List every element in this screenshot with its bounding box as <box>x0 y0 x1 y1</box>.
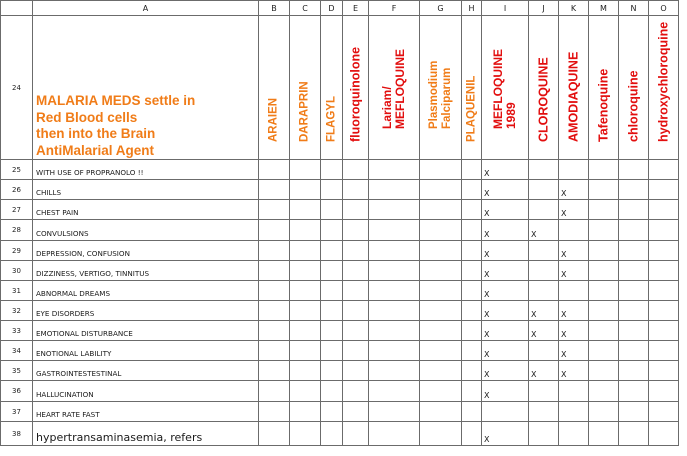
mark-cell[interactable] <box>343 180 369 200</box>
mark-cell[interactable]: X <box>482 422 529 446</box>
mark-cell[interactable] <box>619 321 649 341</box>
table-row <box>1 361 679 381</box>
row-header[interactable]: 25 <box>1 160 33 180</box>
drug-header-cell[interactable] <box>369 16 420 160</box>
mark-cell[interactable] <box>369 160 420 180</box>
mark-cell[interactable] <box>589 160 619 180</box>
column-header-j[interactable]: J <box>529 1 559 16</box>
drug-name-line: fluoroquinolone <box>348 46 362 142</box>
mark-cell[interactable]: X <box>559 301 589 321</box>
row-header[interactable]: 32 <box>1 301 33 321</box>
mark-cell[interactable] <box>259 381 290 402</box>
mark-cell[interactable] <box>649 261 679 281</box>
mark-cell[interactable] <box>343 261 369 281</box>
mark-cell[interactable] <box>420 341 462 361</box>
row-header[interactable]: 28 <box>1 220 33 241</box>
mark-cell[interactable] <box>649 220 679 241</box>
mark-cell[interactable]: X <box>559 180 589 200</box>
drug-header-cell[interactable] <box>462 16 482 160</box>
drug-header-cell[interactable] <box>619 16 649 160</box>
mark-cell[interactable] <box>420 220 462 241</box>
drug-name <box>349 47 362 142</box>
drug-header-cell[interactable] <box>589 16 619 160</box>
mark-cell[interactable] <box>559 220 589 241</box>
mark-cell[interactable] <box>343 381 369 402</box>
drug-header-cell[interactable] <box>559 16 589 160</box>
drug-name-line: Lariam/ <box>380 86 394 129</box>
mark-cell[interactable]: X <box>559 361 589 381</box>
table-row <box>1 200 679 220</box>
mark-cell[interactable] <box>529 402 559 422</box>
symptom-cell[interactable]: DEPRESSION, CONFUSION <box>33 241 259 261</box>
mark-cell[interactable] <box>529 381 559 402</box>
mark-cell[interactable] <box>321 321 343 341</box>
title-line: Red Blood cells <box>36 109 138 125</box>
table-row <box>1 261 679 281</box>
mark-cell[interactable] <box>529 281 559 301</box>
mark-cell[interactable] <box>321 361 343 381</box>
mark-cell[interactable] <box>462 281 482 301</box>
drug-name <box>465 76 478 142</box>
row-header[interactable]: 34 <box>1 341 33 361</box>
drug-name <box>325 96 338 142</box>
symptom-cell[interactable]: HALLUCINATION <box>33 381 259 402</box>
mark-cell[interactable] <box>462 200 482 220</box>
mark-cell[interactable]: X <box>559 321 589 341</box>
mark-cell[interactable] <box>589 301 619 321</box>
mark-cell[interactable] <box>290 381 321 402</box>
mark-cell[interactable] <box>559 402 589 422</box>
drug-name-line: chloroquine <box>626 70 640 142</box>
mark-cell[interactable] <box>462 301 482 321</box>
header-row <box>1 16 679 160</box>
mark-cell[interactable] <box>369 220 420 241</box>
symptom-cell[interactable]: DIZZINESS, VERTIGO, TINNITUS <box>33 261 259 281</box>
mark-cell[interactable] <box>589 381 619 402</box>
mark-cell[interactable]: X <box>482 341 529 361</box>
row-header[interactable]: 36 <box>1 381 33 402</box>
mark-cell[interactable] <box>259 241 290 261</box>
mark-cell[interactable] <box>649 341 679 361</box>
mark-cell[interactable] <box>290 422 321 446</box>
mark-cell[interactable]: X <box>482 301 529 321</box>
mark-cell[interactable] <box>619 220 649 241</box>
symptom-cell[interactable]: EYE DISORDERS <box>33 301 259 321</box>
symptom-cell[interactable]: WITH USE OF PROPRANOLO !! <box>33 160 259 180</box>
drug-name <box>597 69 610 142</box>
mark-cell[interactable] <box>649 160 679 180</box>
mark-cell[interactable] <box>649 361 679 381</box>
mark-cell[interactable] <box>290 220 321 241</box>
drug-name-line: hydroxychloroquine <box>656 21 670 142</box>
mark-cell[interactable]: X <box>482 381 529 402</box>
row-header[interactable]: 24 <box>1 16 33 160</box>
mark-cell[interactable] <box>321 301 343 321</box>
mark-cell[interactable] <box>321 200 343 220</box>
drug-name-line: 1989 <box>504 102 518 129</box>
row-header[interactable]: 33 <box>1 321 33 341</box>
mark-cell[interactable] <box>649 200 679 220</box>
mark-cell[interactable] <box>529 341 559 361</box>
mark-cell[interactable] <box>259 281 290 301</box>
mark-cell[interactable] <box>420 361 462 381</box>
title-line: then into the Brain <box>36 126 156 141</box>
mark-cell[interactable] <box>290 200 321 220</box>
mark-cell[interactable] <box>343 422 369 446</box>
mark-cell[interactable] <box>290 261 321 281</box>
column-header-row <box>1 1 679 16</box>
mark-cell[interactable] <box>589 200 619 220</box>
mark-cell[interactable] <box>369 381 420 402</box>
column-header-g[interactable]: G <box>420 1 462 16</box>
mark-cell[interactable]: X <box>482 180 529 200</box>
mark-cell[interactable] <box>420 180 462 200</box>
mark-cell[interactable] <box>529 160 559 180</box>
column-header-n[interactable]: N <box>619 1 649 16</box>
drug-name-line: MEFLOQUINE <box>491 49 505 129</box>
mark-cell[interactable] <box>462 402 482 422</box>
table-row <box>1 241 679 261</box>
mark-cell[interactable] <box>369 241 420 261</box>
drug-name <box>492 49 518 129</box>
column-header-i[interactable]: I <box>482 1 529 16</box>
mark-cell[interactable] <box>321 381 343 402</box>
mark-cell[interactable] <box>369 180 420 200</box>
mark-cell[interactable] <box>559 422 589 446</box>
mark-cell[interactable] <box>420 381 462 402</box>
mark-cell[interactable] <box>343 301 369 321</box>
mark-cell[interactable] <box>649 180 679 200</box>
mark-cell[interactable] <box>259 261 290 281</box>
symptom-cell[interactable]: ENOTIONAL LABILITY <box>33 341 259 361</box>
row-header[interactable]: 38 <box>1 422 33 446</box>
drug-name-line: CLOROQUINE <box>536 57 550 142</box>
symptom-cell[interactable]: HEART RATE FAST <box>33 402 259 422</box>
table-row <box>1 321 679 341</box>
mark-cell[interactable] <box>369 301 420 321</box>
mark-cell[interactable] <box>343 402 369 422</box>
mark-cell[interactable] <box>369 422 420 446</box>
drug-name <box>299 81 312 142</box>
drug-header-cell[interactable] <box>259 16 290 160</box>
mark-cell[interactable] <box>529 200 559 220</box>
row-header[interactable]: 31 <box>1 281 33 301</box>
mark-cell[interactable] <box>420 241 462 261</box>
table-row <box>1 281 679 301</box>
mark-cell[interactable] <box>529 261 559 281</box>
mark-cell[interactable] <box>290 180 321 200</box>
mark-cell[interactable] <box>482 402 529 422</box>
table-row <box>1 301 679 321</box>
title-line: AntiMalarial Agent <box>36 142 155 158</box>
drug-name-line: PLAQUENIL <box>465 75 477 142</box>
symptom-cell[interactable]: EMOTIONAL DISTURBANCE <box>33 321 259 341</box>
mark-cell[interactable] <box>529 422 559 446</box>
mark-cell[interactable] <box>290 402 321 422</box>
column-header-h[interactable]: H <box>462 1 482 16</box>
mark-cell[interactable] <box>462 381 482 402</box>
table-row <box>1 381 679 402</box>
mark-cell[interactable] <box>649 422 679 446</box>
mark-cell[interactable] <box>259 341 290 361</box>
mark-cell[interactable] <box>462 422 482 446</box>
mark-cell[interactable] <box>321 402 343 422</box>
mark-cell[interactable] <box>259 321 290 341</box>
mark-cell[interactable] <box>462 341 482 361</box>
mark-cell[interactable] <box>589 281 619 301</box>
mark-cell[interactable] <box>462 361 482 381</box>
mark-cell[interactable] <box>462 261 482 281</box>
mark-cell[interactable] <box>649 281 679 301</box>
mark-cell[interactable]: X <box>529 220 559 241</box>
drug-name <box>428 61 454 129</box>
column-header-k[interactable]: K <box>559 1 589 16</box>
mark-cell[interactable] <box>369 261 420 281</box>
mark-cell[interactable] <box>619 160 649 180</box>
mark-cell[interactable] <box>343 220 369 241</box>
mark-cell[interactable] <box>321 180 343 200</box>
symptom-cell[interactable]: ABNORMAL DREAMS <box>33 281 259 301</box>
mark-cell[interactable] <box>619 301 649 321</box>
drug-header-cell[interactable] <box>343 16 369 160</box>
drug-name-line: ARAIEN <box>267 97 280 142</box>
mark-cell[interactable] <box>589 402 619 422</box>
mark-cell[interactable]: X <box>482 200 529 220</box>
mark-cell[interactable] <box>259 422 290 446</box>
mark-cell[interactable] <box>343 321 369 341</box>
row-header[interactable]: 35 <box>1 361 33 381</box>
mark-cell[interactable] <box>462 321 482 341</box>
mark-cell[interactable] <box>589 261 619 281</box>
drug-name <box>657 22 670 142</box>
table-row <box>1 422 679 446</box>
column-header-a[interactable]: A <box>33 1 259 16</box>
mark-cell[interactable] <box>649 381 679 402</box>
table-row <box>1 402 679 422</box>
mark-cell[interactable] <box>259 200 290 220</box>
mark-cell[interactable] <box>290 321 321 341</box>
drug-name <box>567 52 580 142</box>
mark-cell[interactable] <box>259 160 290 180</box>
drug-name-line: Tafenoquine <box>596 68 610 142</box>
symptom-cell[interactable]: GASTROINTESTESTINAL <box>33 361 259 381</box>
mark-cell[interactable]: X <box>482 281 529 301</box>
mark-cell[interactable] <box>462 160 482 180</box>
title-cell[interactable] <box>33 16 259 160</box>
drug-name <box>537 57 550 142</box>
mark-cell[interactable] <box>589 180 619 200</box>
table-row <box>1 180 679 200</box>
mark-cell[interactable] <box>290 160 321 180</box>
column-header-o[interactable]: O <box>649 1 679 16</box>
mark-cell[interactable] <box>649 321 679 341</box>
mark-cell[interactable] <box>321 241 343 261</box>
mark-cell[interactable] <box>420 422 462 446</box>
mark-cell[interactable] <box>619 381 649 402</box>
mark-cell[interactable] <box>321 220 343 241</box>
mark-cell[interactable] <box>420 402 462 422</box>
table-row <box>1 160 679 180</box>
mark-cell[interactable] <box>589 241 619 261</box>
column-header-b[interactable]: B <box>259 1 290 16</box>
column-header-e[interactable]: E <box>343 1 369 16</box>
drug-header-cell[interactable] <box>529 16 559 160</box>
mark-cell[interactable] <box>589 361 619 381</box>
mark-cell[interactable] <box>619 402 649 422</box>
mark-cell[interactable] <box>420 261 462 281</box>
mark-cell[interactable] <box>619 341 649 361</box>
symptom-cell[interactable]: hypertransaminasemia, refers <box>33 422 259 446</box>
mark-cell[interactable]: X <box>559 241 589 261</box>
select-all-corner[interactable] <box>1 1 33 16</box>
drug-name-line: MEFLOQUINE <box>393 49 407 129</box>
symptom-cell[interactable]: CHILLS <box>33 180 259 200</box>
mark-cell[interactable] <box>369 361 420 381</box>
mark-cell[interactable] <box>321 261 343 281</box>
symptom-cell[interactable]: CONVULSIONS <box>33 220 259 241</box>
mark-cell[interactable] <box>649 402 679 422</box>
row-header[interactable]: 27 <box>1 200 33 220</box>
mark-cell[interactable] <box>619 241 649 261</box>
drug-name-line: FLAGYL <box>325 96 337 142</box>
mark-cell[interactable] <box>259 180 290 200</box>
row-header[interactable]: 26 <box>1 180 33 200</box>
drug-header-cell[interactable] <box>290 16 321 160</box>
mark-cell[interactable] <box>259 220 290 241</box>
mark-cell[interactable] <box>290 361 321 381</box>
mark-cell[interactable] <box>290 341 321 361</box>
mark-cell[interactable] <box>462 241 482 261</box>
mark-cell[interactable] <box>529 241 559 261</box>
mark-cell[interactable] <box>369 341 420 361</box>
mark-cell[interactable] <box>369 321 420 341</box>
mark-cell[interactable] <box>559 160 589 180</box>
mark-cell[interactable] <box>343 361 369 381</box>
column-header-m[interactable]: M <box>589 1 619 16</box>
mark-cell[interactable] <box>343 281 369 301</box>
title-line: MALARIA MEDS settle in <box>36 93 196 108</box>
mark-cell[interactable] <box>259 361 290 381</box>
mark-cell[interactable]: X <box>529 361 559 381</box>
mark-cell[interactable]: X <box>559 261 589 281</box>
mark-cell[interactable] <box>290 281 321 301</box>
mark-cell[interactable] <box>619 200 649 220</box>
mark-cell[interactable] <box>619 361 649 381</box>
mark-cell[interactable] <box>321 341 343 361</box>
mark-cell[interactable]: X <box>482 261 529 281</box>
mark-cell[interactable] <box>589 321 619 341</box>
mark-cell[interactable] <box>420 281 462 301</box>
mark-cell[interactable] <box>559 381 589 402</box>
drug-name-line: AMODIAQUINE <box>566 51 580 142</box>
drug-header-cell[interactable] <box>420 16 462 160</box>
column-header-f[interactable]: F <box>369 1 420 16</box>
mark-cell[interactable]: X <box>529 301 559 321</box>
mark-cell[interactable] <box>420 200 462 220</box>
mark-cell[interactable] <box>343 200 369 220</box>
mark-cell[interactable] <box>343 241 369 261</box>
drug-header-cell[interactable] <box>649 16 679 160</box>
mark-cell[interactable]: X <box>529 321 559 341</box>
column-header-d[interactable]: D <box>321 1 343 16</box>
mark-cell[interactable] <box>321 160 343 180</box>
mark-cell[interactable] <box>369 402 420 422</box>
mark-cell[interactable]: X <box>482 241 529 261</box>
mark-cell[interactable] <box>420 301 462 321</box>
mark-cell[interactable] <box>343 341 369 361</box>
mark-cell[interactable] <box>529 180 559 200</box>
mark-cell[interactable] <box>559 281 589 301</box>
mark-cell[interactable] <box>369 281 420 301</box>
mark-cell[interactable] <box>259 402 290 422</box>
row-header[interactable]: 37 <box>1 402 33 422</box>
drug-name <box>627 70 640 142</box>
mark-cell[interactable] <box>619 422 649 446</box>
mark-cell[interactable] <box>589 422 619 446</box>
mark-cell[interactable] <box>321 422 343 446</box>
mark-cell[interactable] <box>619 281 649 301</box>
mark-cell[interactable] <box>420 321 462 341</box>
mark-cell[interactable] <box>619 261 649 281</box>
mark-cell[interactable] <box>259 301 290 321</box>
row-header[interactable]: 30 <box>1 261 33 281</box>
mark-cell[interactable]: X <box>559 200 589 220</box>
mark-cell[interactable]: X <box>482 220 529 241</box>
column-header-c[interactable]: C <box>290 1 321 16</box>
drug-name-line: Plasmodium <box>427 60 440 129</box>
mark-cell[interactable] <box>619 180 649 200</box>
mark-cell[interactable]: X <box>482 160 529 180</box>
table-row <box>1 341 679 361</box>
mark-cell[interactable] <box>649 301 679 321</box>
mark-cell[interactable]: X <box>482 321 529 341</box>
mark-cell[interactable] <box>589 220 619 241</box>
table-row <box>1 220 679 241</box>
mark-cell[interactable]: X <box>559 341 589 361</box>
drug-name <box>381 49 407 129</box>
drug-header-cell[interactable] <box>321 16 343 160</box>
mark-cell[interactable] <box>343 160 369 180</box>
mark-cell[interactable] <box>462 180 482 200</box>
drug-name <box>268 98 281 142</box>
drug-name-line: Falciparum <box>440 67 453 129</box>
mark-cell[interactable] <box>290 301 321 321</box>
mark-cell[interactable] <box>369 200 420 220</box>
mark-cell[interactable] <box>290 241 321 261</box>
mark-cell[interactable] <box>589 341 619 361</box>
mark-cell[interactable] <box>649 241 679 261</box>
mark-cell[interactable]: X <box>482 361 529 381</box>
mark-cell[interactable] <box>321 281 343 301</box>
drug-header-cell[interactable] <box>482 16 529 160</box>
mark-cell[interactable] <box>420 160 462 180</box>
drug-name-line: DARAPRIN <box>298 81 311 142</box>
mark-cell[interactable] <box>462 220 482 241</box>
row-header[interactable]: 29 <box>1 241 33 261</box>
symptom-cell[interactable]: CHEST PAIN <box>33 200 259 220</box>
